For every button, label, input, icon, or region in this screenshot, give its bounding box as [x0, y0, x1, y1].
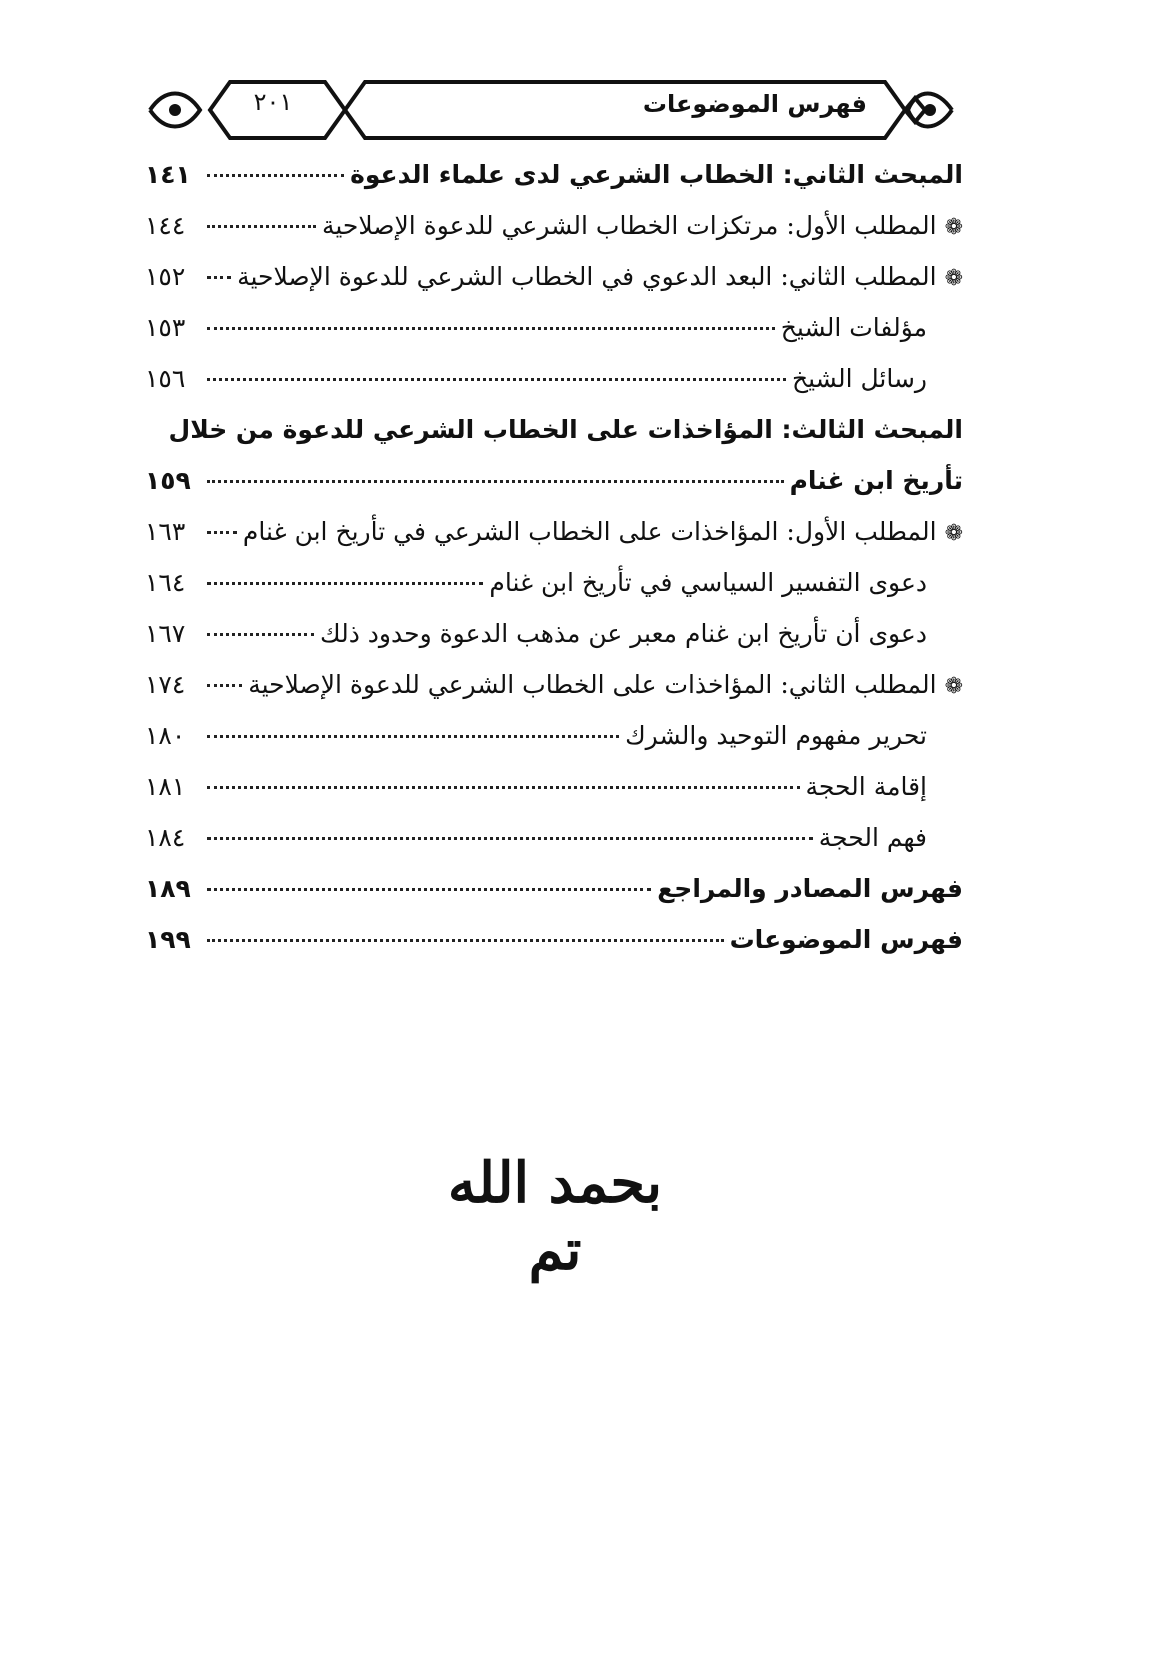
toc-entry-title: المبحث الثالث: المؤاخذات على الخطاب الشرعي للدعوة من خلال [168, 415, 963, 444]
toc-entry-page: ١٤١ [145, 160, 191, 189]
toc-entry [145, 619, 963, 670]
toc-entry-page: ١٩٩ [145, 925, 191, 954]
dot-leader [207, 225, 316, 228]
dot-leader [207, 786, 800, 789]
toc-entry [145, 874, 963, 925]
toc-entry [145, 823, 963, 874]
toc-entry-title: المبحث الثاني: الخطاب الشرعي لدى علماء الدعوة [350, 160, 963, 189]
flower-bullet-icon: ❁ [944, 266, 963, 291]
dot-leader [207, 276, 231, 279]
toc-entry-title: المطلب الثاني: المؤاخذات على الخطاب الشرعي للدعوة الإصلاحية [248, 670, 937, 699]
toc-entry-title: فهم الحجة [818, 823, 927, 852]
dot-leader [207, 480, 784, 483]
toc-entry [145, 211, 963, 262]
flower-bullet-icon: ❁ [944, 674, 963, 699]
toc-entry [145, 772, 963, 823]
page-number: ٢٠١ [253, 88, 293, 116]
dot-leader [207, 633, 314, 636]
flower-bullet-icon: ❁ [944, 215, 963, 240]
toc-entry [145, 262, 963, 313]
toc-entry [145, 466, 963, 517]
dot-leader [207, 837, 813, 840]
toc-entry-page: ١٨٤ [145, 823, 186, 852]
toc-entry-page: ١٦٧ [145, 619, 186, 648]
toc-entry-title: المطلب الأول: المؤاخذات على الخطاب الشرعي في تأريخ ابن غنام [242, 517, 937, 546]
toc-entry-page: ١٥٩ [145, 466, 191, 495]
flower-bullet-icon: ❁ [944, 521, 963, 546]
toc-entry [145, 364, 963, 415]
dot-leader [207, 735, 619, 738]
toc-entry [145, 415, 963, 466]
toc-entry [145, 160, 963, 211]
table-of-contents [145, 160, 963, 976]
toc-entry-title: المطلب الثاني: البعد الدعوي في الخطاب الشرعي للدعوة الإصلاحية [237, 262, 937, 291]
toc-entry-page: ١٥٦ [145, 364, 186, 393]
toc-entry-title: رسائل الشيخ [791, 364, 927, 393]
toc-entry-title: دعوى التفسير السياسي في تأريخ ابن غنام [489, 568, 927, 597]
toc-entry-page: ١٨١ [145, 772, 186, 801]
toc-entry-page: ١٨٩ [145, 874, 191, 903]
toc-entry [145, 313, 963, 364]
toc-entry-page: ١٨٠ [145, 721, 186, 750]
dot-leader [207, 582, 483, 585]
dot-leader [207, 174, 344, 177]
toc-entry-page: ١٦٤ [145, 568, 186, 597]
toc-entry-page: ١٤٤ [145, 211, 186, 240]
dot-leader [207, 888, 651, 891]
toc-entry-title: مؤلفات الشيخ [780, 313, 927, 342]
dot-leader [207, 531, 237, 534]
toc-entry-title: فهرس المصادر والمراجع [657, 874, 963, 903]
toc-entry-page: ١٧٤ [145, 670, 186, 699]
toc-entry-title: تحرير مفهوم التوحيد والشرك [625, 721, 927, 750]
toc-entry-title: إقامة الحجة [805, 772, 927, 801]
toc-entry-page: ١٥٢ [145, 262, 186, 291]
page-header [140, 78, 962, 142]
toc-entry-title: دعوى أن تأريخ ابن غنام معبر عن مذهب الدعوة وحدود ذلك [320, 619, 927, 648]
closing-calligraphy: بحمد الله تم [447, 1150, 663, 1284]
toc-entry [145, 670, 963, 721]
dot-leader [207, 684, 242, 687]
dot-leader [207, 327, 775, 330]
toc-entry-page: ١٦٣ [145, 517, 186, 546]
toc-entry [145, 568, 963, 619]
toc-entry [145, 517, 963, 568]
toc-entry-page: ١٥٣ [145, 313, 186, 342]
toc-entry-title: فهرس الموضوعات [729, 925, 963, 954]
toc-entry-title: المطلب الأول: مرتكزات الخطاب الشرعي للدعوة الإصلاحية [321, 211, 937, 240]
dot-leader [207, 378, 786, 381]
toc-entry [145, 925, 963, 976]
dot-leader [207, 939, 724, 942]
toc-entry [145, 721, 963, 772]
toc-entry-title: تأريخ ابن غنام [789, 466, 963, 495]
running-title: فهرس الموضوعات [642, 90, 867, 118]
